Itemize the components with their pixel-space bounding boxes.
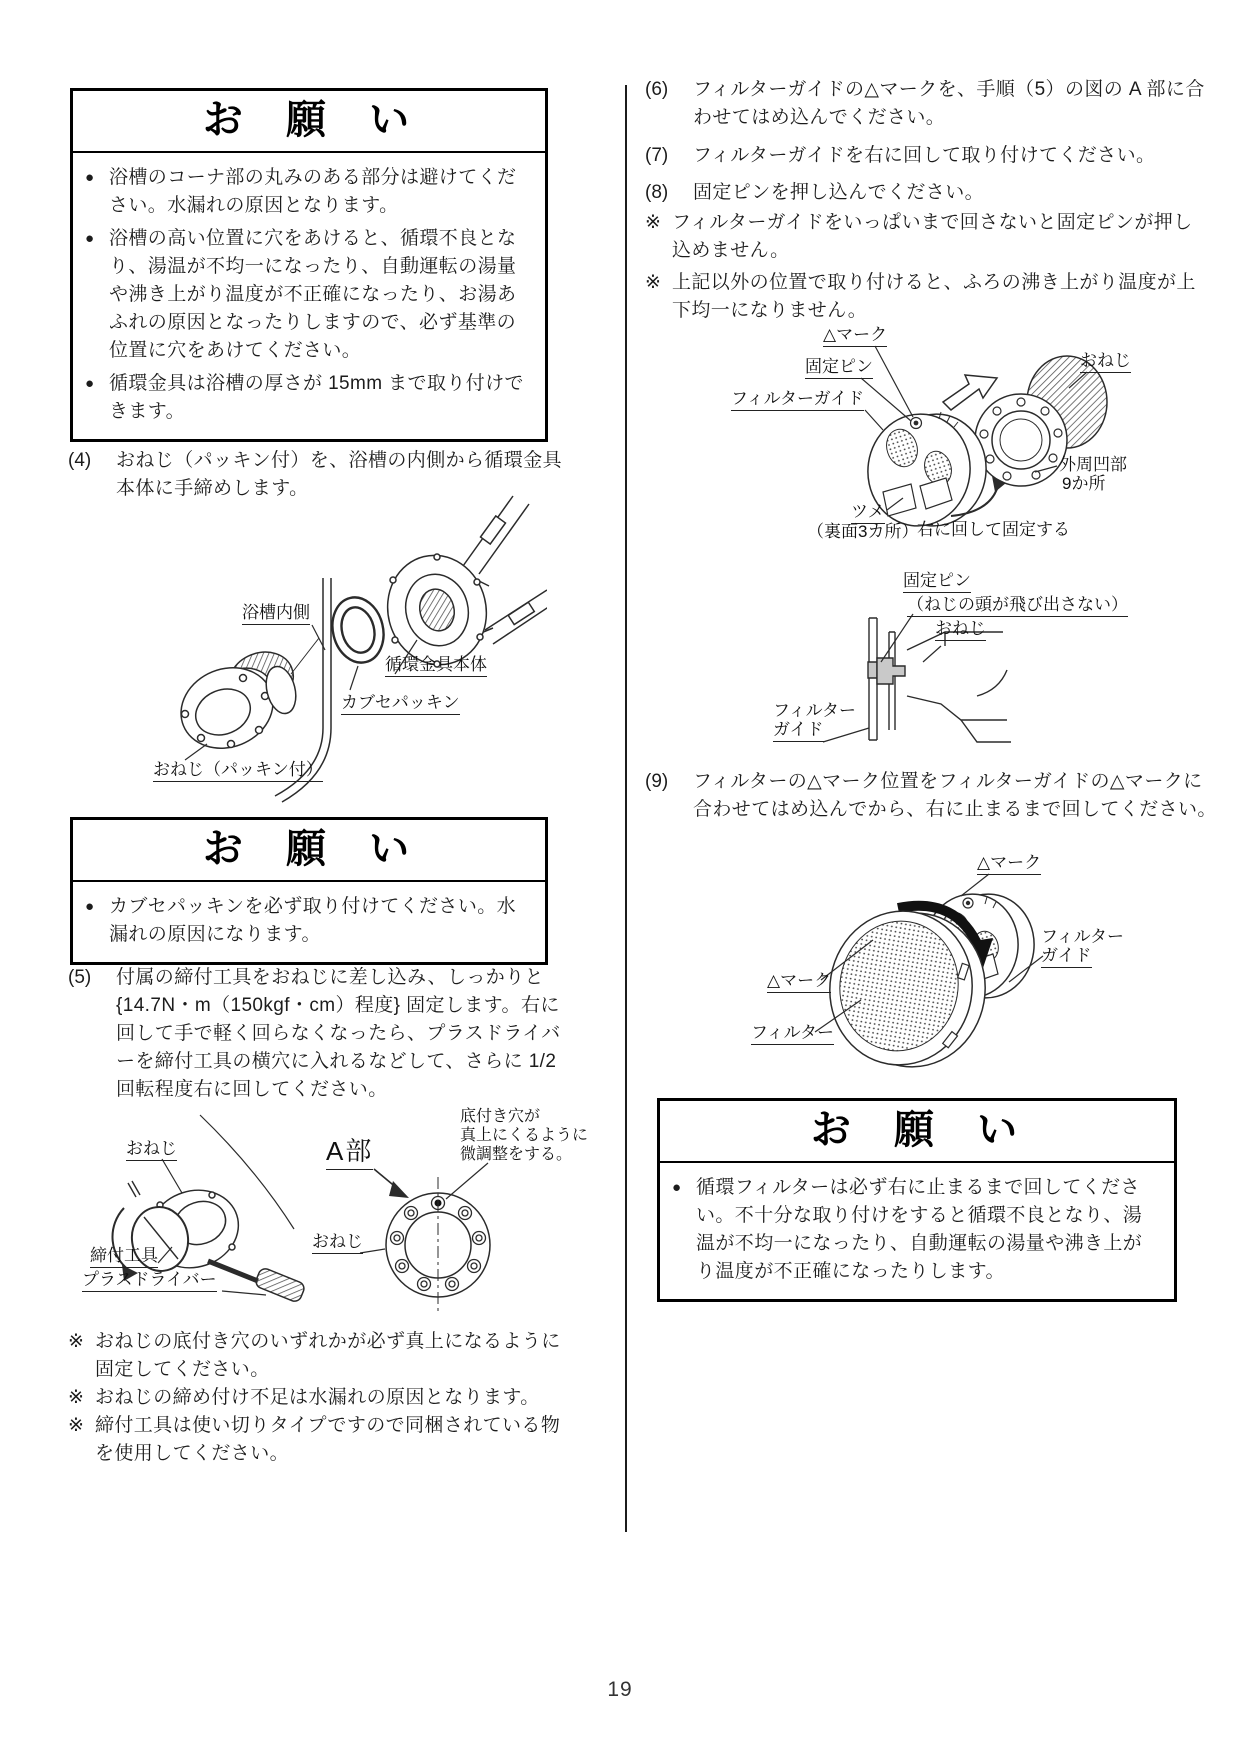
- note-text: おねじの締め付け不足は水漏れの原因となります。: [95, 1387, 540, 1408]
- note-box-2-body: [73, 882, 545, 962]
- label-male-screw: おねじ（パッキン付）: [153, 759, 323, 782]
- label-triangle-mark: △マーク: [977, 852, 1041, 875]
- label-tab-location: （裏面3カ所）: [807, 522, 919, 541]
- label-tightening-tool: 締付工具: [90, 1245, 158, 1268]
- label-screw: おねじ: [126, 1138, 177, 1161]
- bullet-icon: ●: [85, 375, 95, 392]
- step-text: おねじ（パッキン付）を、浴槽の内側から循環金具本体に手締めします。: [116, 450, 563, 499]
- step-number: (8): [645, 182, 669, 203]
- note-box-3-title: お 願 い: [660, 1101, 1174, 1163]
- step-text: 固定ピンを押し込んでください。: [693, 182, 985, 203]
- label-filter-guide-line2: ガイド: [1041, 945, 1092, 968]
- step-5: [68, 964, 568, 1104]
- bullet-icon: ●: [85, 898, 95, 915]
- note-text: 循環金具は浴槽の厚さが 15mm まで取り付けできます。: [109, 373, 524, 422]
- note-box-1-body: [73, 153, 545, 439]
- label-fixing-pin: 固定ピン: [805, 356, 873, 379]
- list-item: [672, 1174, 1160, 1286]
- step-7: [645, 142, 1211, 170]
- note-box-2-title: お 願 い: [73, 820, 545, 882]
- bullet-icon: ●: [672, 1179, 682, 1196]
- label-part-a: A部: [326, 1135, 373, 1170]
- label-outer-recess-count: 9か所: [1062, 474, 1106, 493]
- list-item: [85, 370, 531, 426]
- step-number: (9): [645, 771, 669, 792]
- note-box-3: [657, 1098, 1177, 1302]
- note-box-1: [70, 88, 548, 442]
- note-text: カブセパッキンを必ず取り付けてください。水漏れの原因になります。: [109, 896, 517, 945]
- label-cover-packing: カブセパッキン: [341, 692, 460, 715]
- note-item: [68, 1412, 568, 1468]
- step-6: [645, 76, 1211, 132]
- step-number: (6): [645, 79, 669, 100]
- label-filter-guide: フィルターガイド: [731, 388, 864, 411]
- label-adjust-line3: 微調整をする。: [460, 1146, 573, 1163]
- note-item: [68, 1328, 568, 1384]
- label-filter: フィルター: [751, 1022, 834, 1045]
- label-filter-guide-line1: フィルター: [1041, 927, 1124, 946]
- note-text: おねじの底付き穴のいずれかが必ず真上になるように固定してください。: [95, 1331, 561, 1380]
- note-text: 締付工具は使い切りタイプですので同梱されている物を使用してください。: [95, 1415, 561, 1464]
- label-adjust-line1: 底付き穴が: [460, 1108, 541, 1125]
- note-item: [645, 269, 1211, 325]
- label-bathtub-inside: 浴槽内側: [242, 602, 310, 625]
- label-triangle-mark: △マーク: [767, 970, 831, 993]
- step-text: 付属の締付工具をおねじに差し込み、しっかりと {14.7N・m（150kgf・cm）程度} 固定します。右に回して手で軽く回らなくなったら、プラスドライバーを締付工具の横穴に入れるなどして、さらに 1/2 回転程度右に回してください。: [116, 967, 561, 1100]
- diagram-fitting-exploded: [65, 482, 547, 807]
- note-box-3-body: [660, 1163, 1174, 1299]
- list-item: [85, 893, 531, 949]
- bullet-icon: ●: [85, 169, 95, 186]
- label-outer-recess: 外周凹部: [1059, 455, 1127, 474]
- step-number: (5): [68, 967, 92, 988]
- diagram-tightening: [60, 1105, 589, 1325]
- note-marker: ※: [68, 1415, 84, 1436]
- diagram-filter-guide: [655, 318, 1180, 546]
- note-item: [645, 209, 1211, 265]
- step-text: フィルターガイドを右に回して取り付けてください。: [693, 145, 1156, 166]
- label-adjust-line2: 真上にくるように: [460, 1127, 589, 1144]
- step-text: フィルターの△マーク位置をフィルターガイドの△マークに合わせてはめ込んでから、右に止まるまで回してください。: [693, 771, 1217, 820]
- bullet-icon: ●: [85, 230, 95, 247]
- list-item: [85, 225, 531, 365]
- label-filter-guide-line2: ガイド: [773, 719, 824, 742]
- label-screw: おねじ: [312, 1231, 363, 1254]
- list-item: [85, 164, 531, 220]
- step-text: フィルターガイドの△マークを、手順（5）の図の A 部に合わせてはめ込んでください。: [693, 79, 1205, 128]
- label-phillips-screwdriver: プラスドライバー: [82, 1269, 217, 1292]
- label-screw: おねじ: [935, 618, 986, 641]
- diagram-filter-install: [655, 846, 1180, 1091]
- diagram-pin-section: [655, 558, 1180, 758]
- label-fixing-pin: 固定ピン: [903, 570, 971, 593]
- note-box-2: [70, 817, 548, 965]
- label-filter-guide-line1: フィルター: [773, 701, 856, 720]
- label-tab: ツメ: [851, 501, 885, 524]
- step-8: [645, 179, 1211, 207]
- note-marker: ※: [645, 272, 661, 293]
- step-number: (7): [645, 145, 669, 166]
- note-marker: ※: [68, 1331, 84, 1352]
- step-number: (4): [68, 450, 92, 471]
- label-fixing-pin-note: （ねじの頭が飛び出さない）: [907, 594, 1128, 617]
- filter-install-drawing: [655, 846, 1180, 1091]
- note-marker: ※: [68, 1387, 84, 1408]
- note-box-1-title: お 願 い: [73, 91, 545, 153]
- note-marker: ※: [645, 212, 661, 233]
- right-steps: [645, 76, 1211, 325]
- notes-list: [68, 1328, 568, 1468]
- note-text: フィルターガイドをいっぱいまで回さないと固定ピンが押し込めません。: [672, 212, 1193, 261]
- label-turn-right: 右に回して固定する: [917, 520, 1070, 539]
- column-divider: [625, 85, 627, 1532]
- note-text: 循環フィルターは必ず右に止まるまで回してください。不十分な取り付けをすると循環不良となり、湯温が不均一になったり、自動運転の湯量や沸き上がり温度が不正確になったりします。: [696, 1177, 1143, 1282]
- note-text: 上記以外の位置で取り付けると、ふろの沸き上がり温度が上下均一になりません。: [672, 272, 1196, 321]
- step-9: [645, 768, 1217, 824]
- label-screw: おねじ: [1080, 350, 1131, 373]
- note-text: 浴槽の高い位置に穴をあけると、循環不良となり、湯温が不均一になったり、自動運転の湯量や沸き上がり温度が不正確になったり、お湯あふれの原因となったりしますので、必ず基準の位置に穴をあけてください。: [109, 228, 517, 361]
- note-item: [68, 1384, 568, 1412]
- note-text: 浴槽のコーナ部の丸みのある部分は避けてください。水漏れの原因となります。: [109, 167, 517, 216]
- label-fitting-body: 循環金具本体: [385, 654, 487, 677]
- page-number: 19: [607, 1678, 633, 1701]
- label-triangle-mark: △マーク: [823, 324, 887, 347]
